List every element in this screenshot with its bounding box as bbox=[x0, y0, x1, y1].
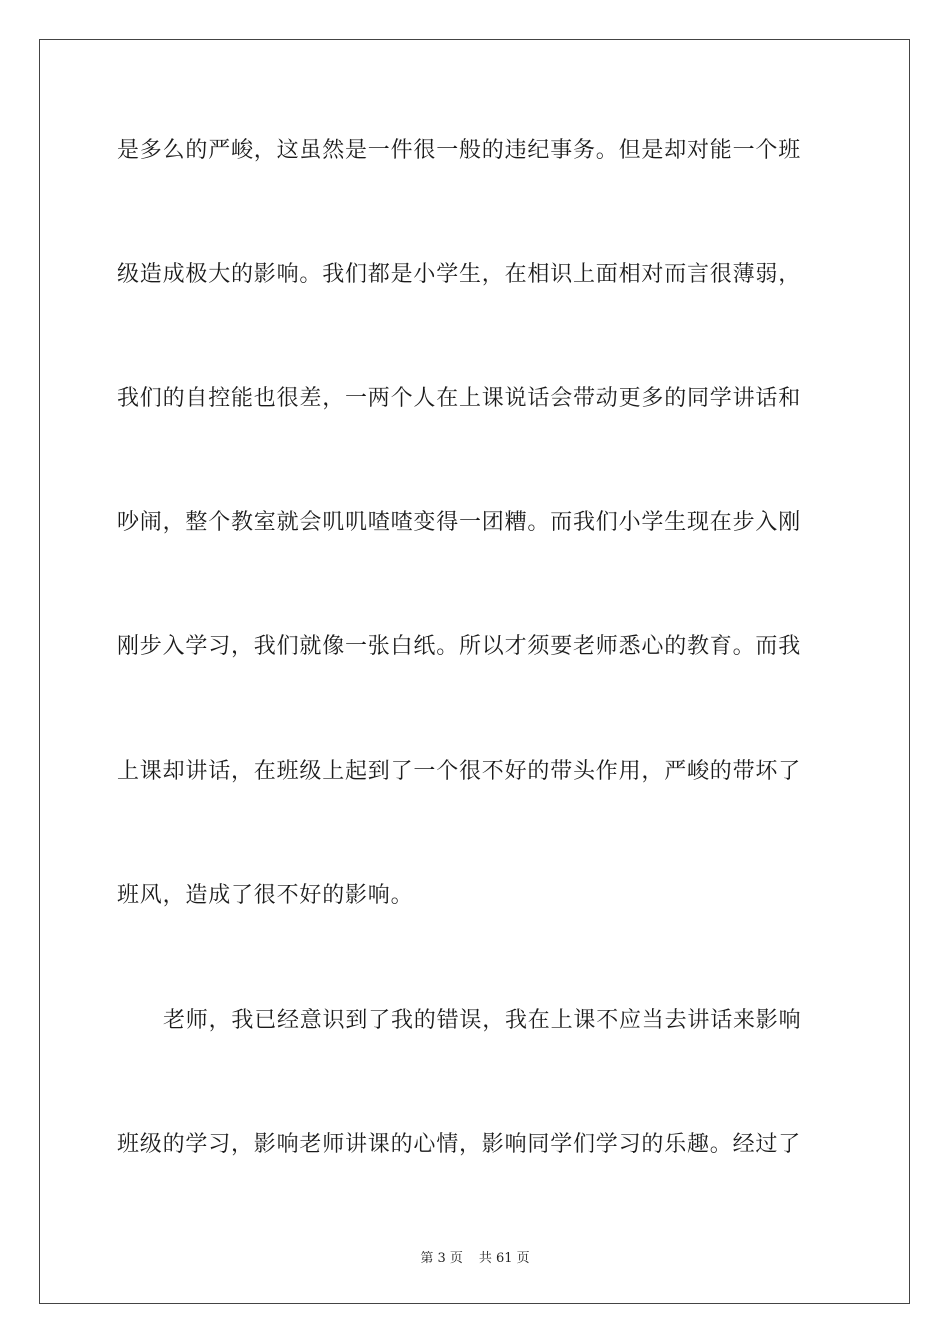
text-line: 是多么的严峻，这虽然是一件很一般的违纪事务。但是却对能一个班 bbox=[117, 138, 802, 163]
page-footer bbox=[0, 1247, 950, 1266]
text-line: 刚步入学习，我们就像一张白纸。所以才须要老师悉心的教育。而我 bbox=[117, 634, 802, 659]
text-line: 班级的学习，影响老师讲课的心情，影响同学们学习的乐趣。经过了 bbox=[117, 1132, 802, 1157]
page-total: 共 61 页 bbox=[478, 1251, 530, 1266]
paragraph-first-line: 老师，我已经意识到了我的错误，我在上课不应当去讲话来影响 bbox=[163, 1008, 802, 1033]
text-line: 我们的自控能也很差，一两个人在上课说话会带动更多的同学讲话和 bbox=[117, 386, 802, 411]
text-line: 上课却讲话，在班级上起到了一个很不好的带头作用，严峻的带坏了 bbox=[117, 759, 802, 784]
text-line: 班风，造成了很不好的影响。 bbox=[117, 883, 414, 908]
page-border bbox=[39, 39, 910, 1304]
text-line: 吵闹，整个教室就会叽叽喳喳变得一团糟。而我们小学生现在步入刚 bbox=[117, 510, 802, 535]
page-number: 第 3 页 bbox=[420, 1251, 463, 1266]
text-line: 级造成极大的影响。我们都是小学生，在相识上面相对而言很薄弱， bbox=[117, 262, 802, 287]
